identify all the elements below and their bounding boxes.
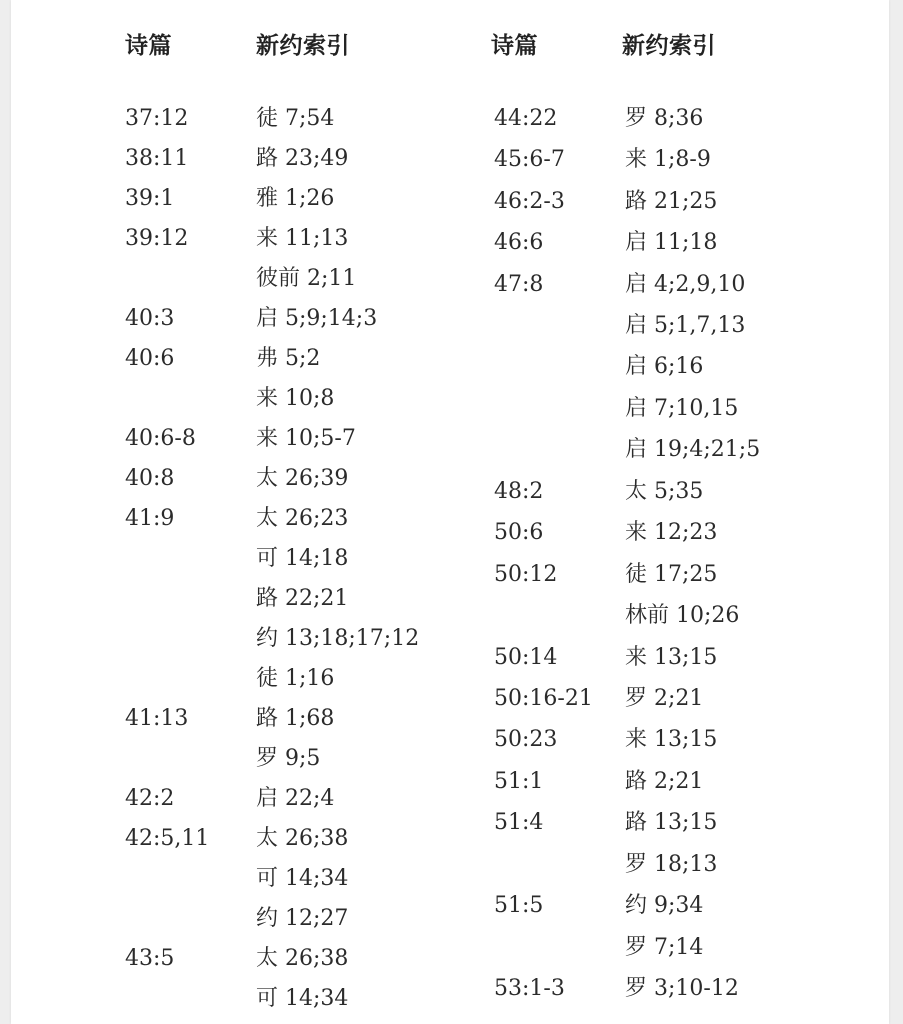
nt-index-header: 新约索引	[622, 33, 716, 59]
nt-ref: 罗 18;13	[625, 852, 718, 877]
psalm-ref: 37:12	[125, 106, 189, 131]
psalm-ref: 50:14	[494, 645, 558, 670]
nt-ref: 太 26;38	[256, 826, 349, 851]
psalm-ref: 38:11	[125, 146, 189, 171]
psalm-ref: 40:8	[125, 466, 175, 491]
psalm-header: 诗篇	[491, 33, 538, 59]
nt-ref: 徒 17;25	[625, 562, 718, 587]
psalm-ref: 40:3	[125, 306, 175, 331]
psalm-ref: 51:1	[494, 769, 544, 794]
psalm-header: 诗篇	[125, 33, 172, 59]
nt-ref: 约 12;27	[256, 906, 349, 931]
psalm-ref: 51:5	[494, 893, 544, 918]
nt-ref: 启 5;1,7,13	[625, 313, 746, 338]
psalm-ref: 48:2	[494, 479, 544, 504]
psalm-ref: 50:16-21	[494, 686, 593, 711]
nt-ref: 路 13;15	[625, 810, 718, 835]
nt-ref: 启 22;4	[256, 786, 335, 811]
nt-ref: 路 2;21	[625, 769, 704, 794]
nt-ref: 路 21;25	[625, 189, 718, 214]
nt-ref: 徒 7;54	[256, 106, 335, 131]
psalm-ref: 46:6	[494, 230, 544, 255]
nt-ref: 启 19;4;21;5	[625, 437, 761, 462]
nt-ref: 罗 3;10-12	[625, 976, 739, 1001]
nt-ref: 弗 5;2	[256, 346, 321, 371]
psalm-ref: 40:6	[125, 346, 175, 371]
psalm-ref: 39:1	[125, 186, 175, 211]
nt-ref: 启 5;9;14;3	[256, 306, 378, 331]
nt-ref: 太 5;35	[625, 479, 704, 504]
nt-ref: 太 26;39	[256, 466, 349, 491]
nt-ref: 启 6;16	[625, 354, 704, 379]
nt-ref: 来 1;8-9	[625, 147, 711, 172]
nt-ref: 徒 1;16	[256, 666, 335, 691]
nt-ref: 来 12;23	[625, 520, 718, 545]
psalm-ref: 42:2	[125, 786, 175, 811]
nt-ref: 罗 8;36	[625, 106, 704, 131]
nt-ref: 来 10;8	[256, 386, 335, 411]
psalm-ref: 46:2-3	[494, 189, 565, 214]
nt-ref: 太 26;38	[256, 946, 349, 971]
nt-ref: 约 13;18;17;12	[256, 626, 420, 651]
nt-ref: 罗 7;14	[625, 935, 704, 960]
nt-ref: 来 13;15	[625, 727, 718, 752]
nt-ref: 启 4;2,9,10	[625, 272, 746, 297]
psalm-ref: 39:12	[125, 226, 189, 251]
nt-ref: 来 13;15	[625, 645, 718, 670]
nt-ref: 路 1;68	[256, 706, 335, 731]
psalm-ref: 43:5	[125, 946, 175, 971]
psalm-ref: 45:6-7	[494, 147, 565, 172]
nt-ref: 罗 9;5	[256, 746, 321, 771]
nt-ref: 可 14;34	[256, 866, 349, 891]
document-page	[11, 0, 889, 1024]
nt-ref: 林前 10;26	[625, 603, 740, 628]
psalm-ref: 50:23	[494, 727, 558, 752]
nt-ref: 可 14;18	[256, 546, 349, 571]
nt-index-header: 新约索引	[256, 33, 350, 59]
psalm-ref: 50:6	[494, 520, 544, 545]
psalm-ref: 47:8	[494, 272, 544, 297]
nt-ref: 彼前 2;11	[256, 266, 357, 291]
nt-ref: 启 7;10,15	[625, 396, 739, 421]
psalm-ref: 40:6-8	[125, 426, 196, 451]
nt-ref: 路 23;49	[256, 146, 349, 171]
nt-ref: 约 9;34	[625, 893, 704, 918]
psalm-ref: 44:22	[494, 106, 558, 131]
nt-ref: 路 22;21	[256, 586, 349, 611]
psalm-ref: 53:1-3	[494, 976, 565, 1001]
nt-ref: 启 11;18	[625, 230, 718, 255]
psalm-ref: 41:9	[125, 506, 175, 531]
nt-ref: 来 10;5-7	[256, 426, 356, 451]
nt-ref: 来 11;13	[256, 226, 349, 251]
psalm-ref: 42:5,11	[125, 826, 210, 851]
nt-ref: 可 14;34	[256, 986, 349, 1011]
psalm-ref: 50:12	[494, 562, 558, 587]
psalm-ref: 51:4	[494, 810, 544, 835]
nt-ref: 太 26;23	[256, 506, 349, 531]
psalm-ref: 41:13	[125, 706, 189, 731]
nt-ref: 罗 2;21	[625, 686, 704, 711]
nt-ref: 雅 1;26	[256, 186, 335, 211]
